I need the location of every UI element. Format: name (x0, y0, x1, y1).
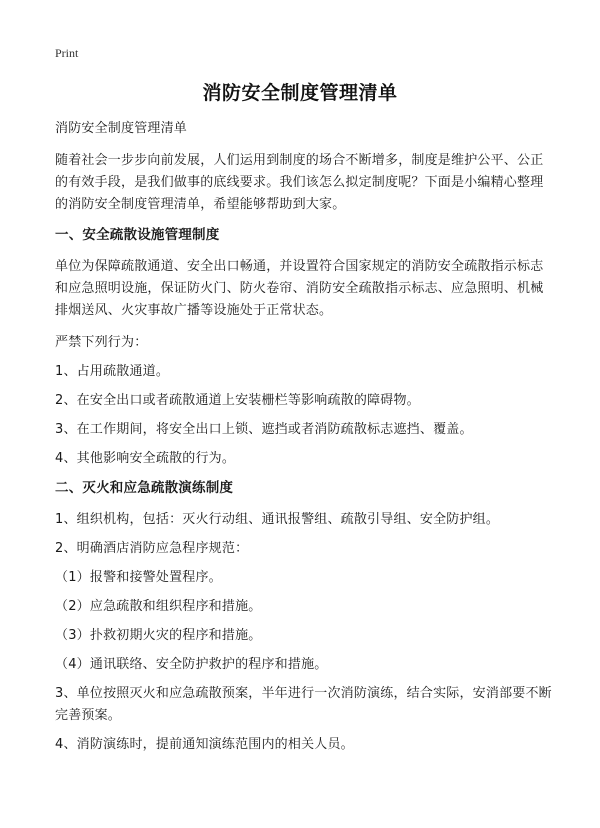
list-item: 3、单位按照灭火和应急疏散预案，半年进行一次消防演练，结合实际，安消部要不断完善预案。 (55, 686, 552, 723)
list-item: 3、在工作期间，将安全出口上锁、遮挡或者消防疏散标志遮挡、覆盖。 (55, 422, 473, 437)
section-heading-2: 二、灭火和应急疏散演练制度 (55, 480, 234, 496)
list-item: 2、在安全出口或者疏散通道上安装栅栏等影响疏散的障碍物。 (55, 393, 420, 408)
intro-paragraph: 随着社会一步步向前发展，人们运用到制度的场合不断增多，制度是维护公平、公正的有效手段，是我们做事的底线要求。我们该怎么拟定制度呢？下面是小编精心整理的消防安全制度管理清单，希望能够帮助到大家。 (55, 153, 544, 212)
list-item: 2、明确酒店消防应急程序规范： (55, 541, 249, 556)
print-label[interactable]: Print (55, 46, 79, 60)
document-title: 消防安全制度管理清单 (202, 82, 398, 104)
list-item: （1）报警和接警处置程序。 (55, 570, 222, 585)
section-heading-1: 一、安全疏散设施管理制度 (55, 227, 220, 243)
document-subtitle: 消防安全制度管理清单 (55, 121, 188, 136)
list-item: （4）通讯联络、安全防护救护的程序和措施。 (55, 657, 328, 672)
list-item: 1、占用疏散通道。 (55, 364, 170, 379)
prohibit-intro: 严禁下列行为： (55, 335, 148, 350)
list-item: 1、组织机构，包括：灭火行动组、通讯报警组、疏散引导组、安全防护组。 (55, 512, 500, 527)
section1-paragraph: 单位为保障疏散通道、安全出口畅通，并设置符合国家规定的消防安全疏散指示标志和应急照明设施，保证防火门、防火卷帘、消防安全疏散指示标志、应急照明、机械排烟送风、火灾事故广播等设施处于正常状态。 (55, 259, 544, 318)
document-body (55, 118, 555, 763)
list-item: （2）应急疏散和组织程序和措施。 (55, 599, 262, 614)
list-item: 4、消防演练时，提前通知演练范围内的相关人员。 (55, 737, 354, 752)
list-item: （3）扑救初期火灾的程序和措施。 (55, 628, 262, 643)
list-item: 4、其他影响安全疏散的行为。 (55, 451, 236, 466)
